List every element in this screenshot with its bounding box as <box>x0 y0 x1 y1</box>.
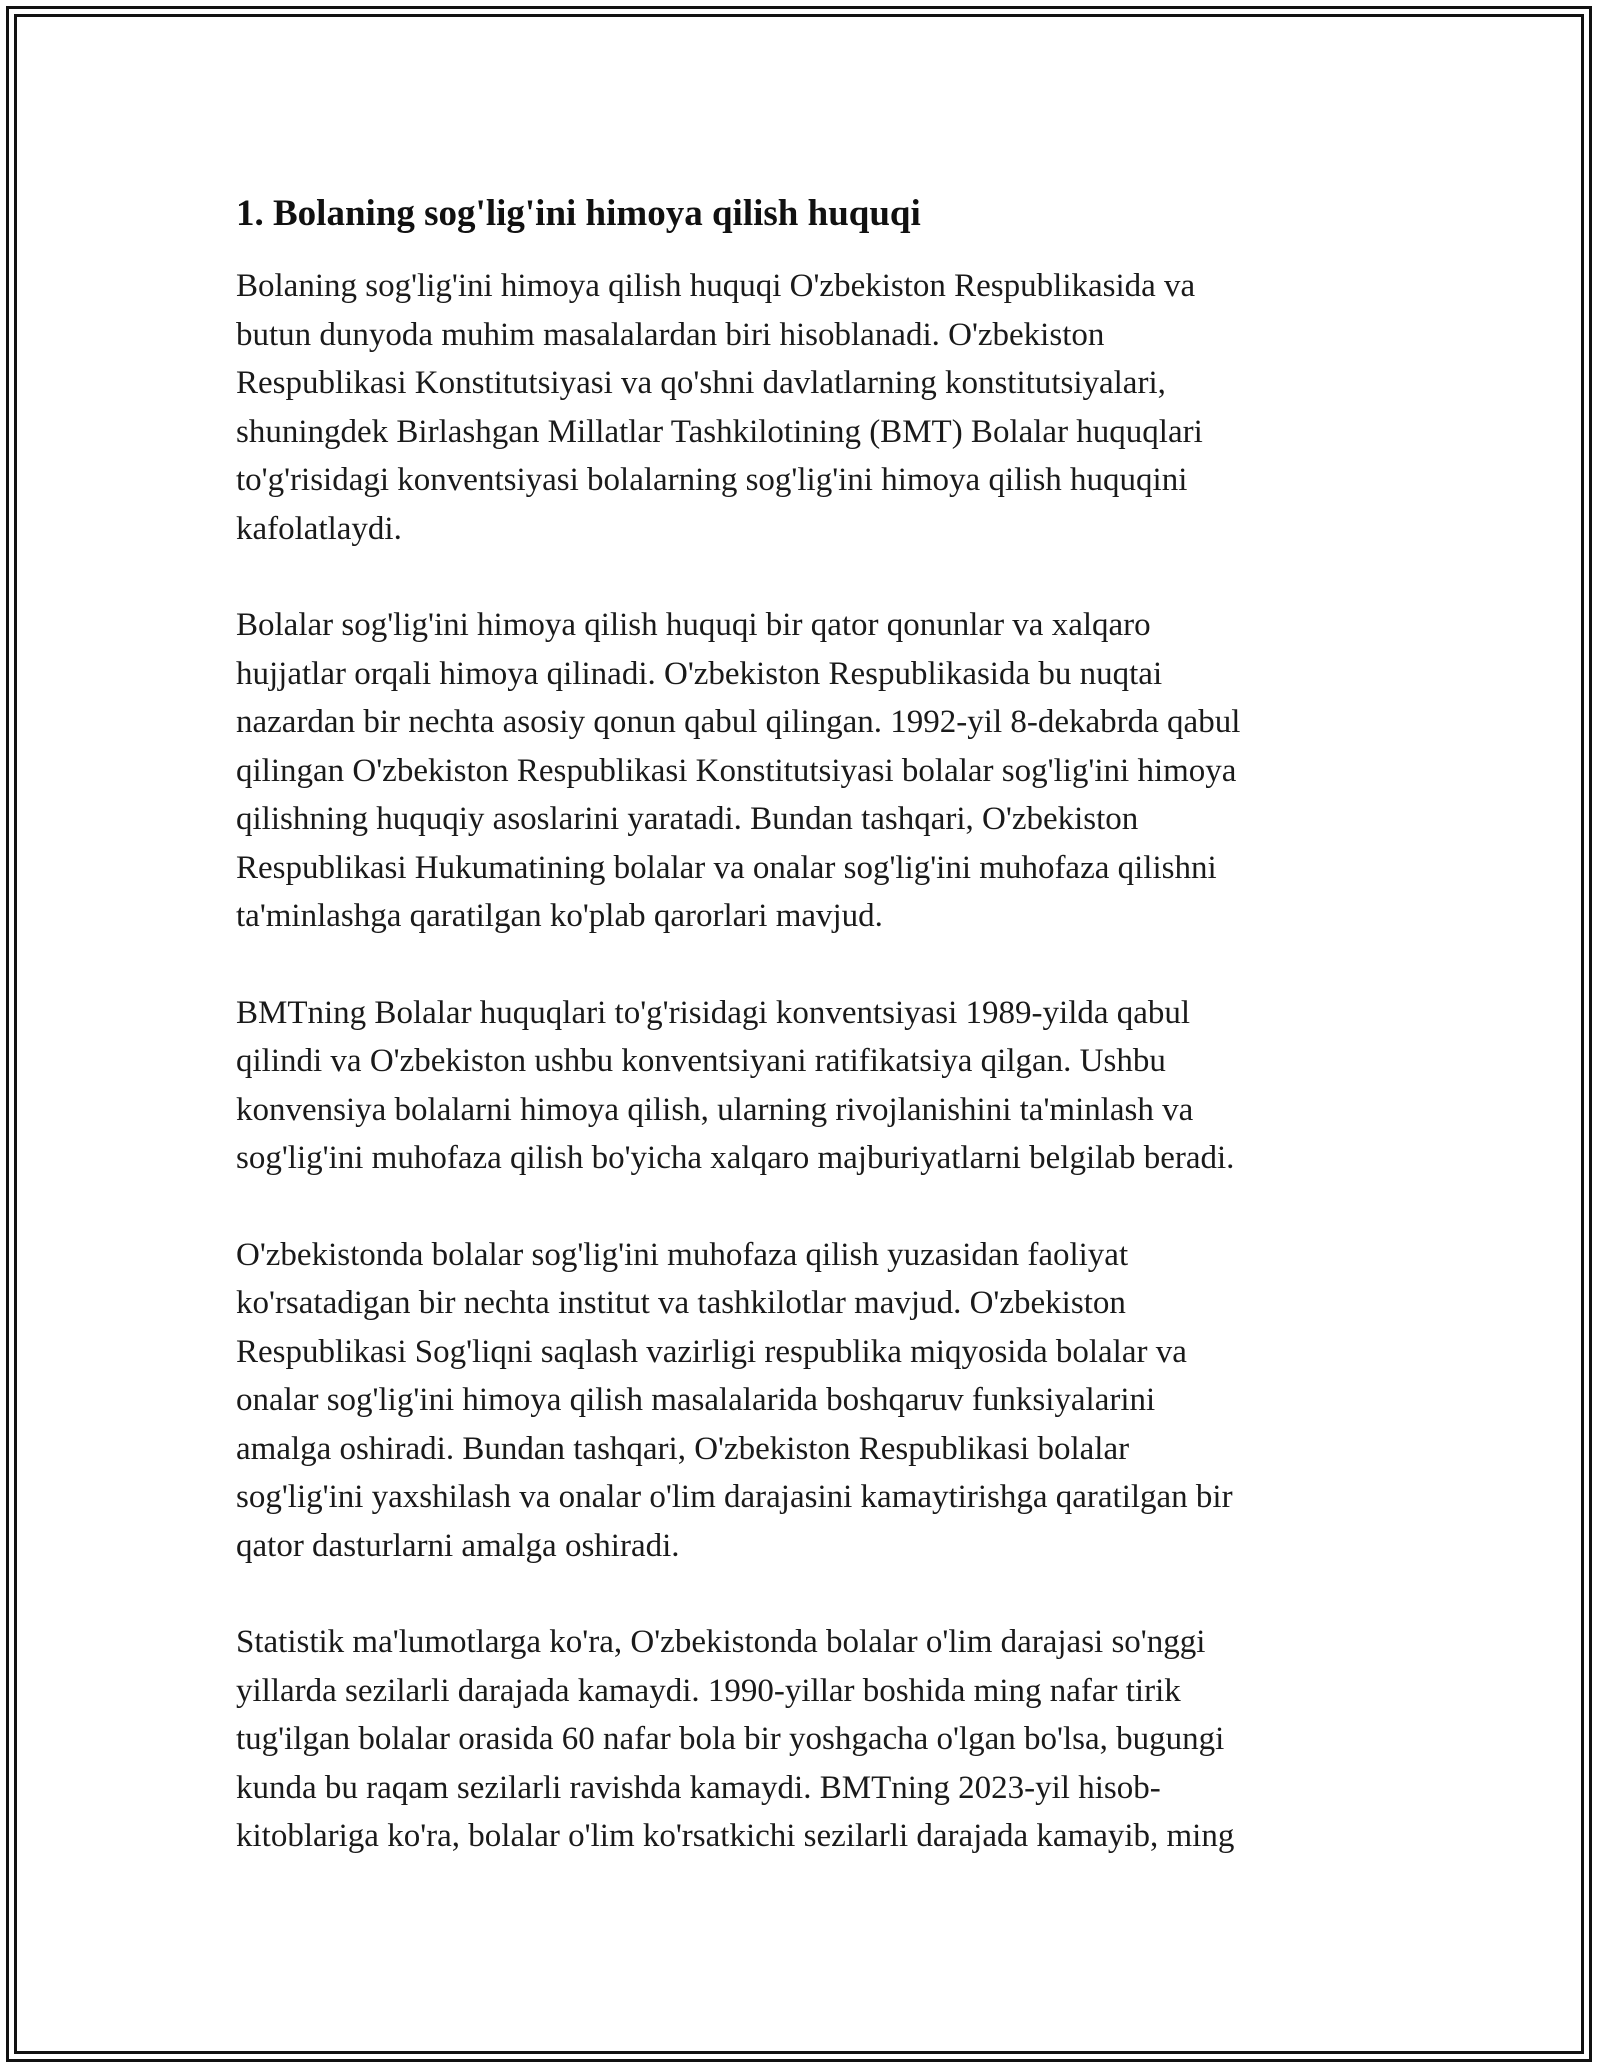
paragraph <box>236 1231 1356 1571</box>
paragraph-line: kitoblariga ko'ra, bolalar o'lim ko'rsatkichi sezilarli darajada kamayib, ming <box>236 1818 1235 1854</box>
paragraph <box>236 1618 1356 1861</box>
paragraph-line: onalar sog'lig'ini himoya qilish masalalarida boshqaruv funksiyalarini <box>236 1382 1156 1418</box>
paragraph-line: Bolalar sog'lig'ini himoya qilish huquqi bir qator qonunlar va xalqaro <box>236 607 1151 643</box>
paragraph-line: Respublikasi Hukumatining bolalar va onalar sog'lig'ini muhofaza qilishni <box>236 849 1217 886</box>
paragraph-line: qilindi va O'zbekiston ushbu konventsiyani ratifikatsiya qilgan. Ushbu <box>236 1043 1166 1079</box>
paragraph-line: Respublikasi Konstitutsiyasi va qo'shni davlatlarning konstitutsiyalari, <box>236 365 1166 401</box>
paragraph-line: to'g'risidagi konventsiyasi bolalarning sog'lig'ini himoya qilish huquqini <box>236 462 1188 498</box>
paragraph-line: sog'lig'ini yaxshilash va onalar o'lim darajasini kamaytirishga qaratilgan bir <box>236 1479 1233 1515</box>
paragraph-line: qator dasturlarni amalga oshiradi. <box>236 1527 680 1564</box>
paragraph-line: tug'ilgan bolalar orasida 60 nafar bola bir yoshgacha o'lgan bo'lsa, bugungi <box>236 1721 1225 1757</box>
paragraph-line: kunda bu raqam sezilarli ravishda kamaydi. BMTning 2023-yil hisob- <box>236 1769 1161 1806</box>
paragraph-line: kafolatlaydi. <box>236 510 402 547</box>
paragraph-line: konvensiya bolalarni himoya qilish, ularning rivojlanishini ta'minlash va <box>236 1091 1194 1128</box>
paragraph-line: amalga oshiradi. Bundan tashqari, O'zbekiston Respublikasi bolalar <box>236 1430 1130 1467</box>
section-heading: 1. Bolaning sog'lig'ini himoya qilish huquqi <box>236 193 921 234</box>
paragraph-line: butun dunyoda muhim masalalardan biri hisoblanadi. O'zbekiston <box>236 316 1105 353</box>
paragraph-line: BMTning Bolalar huquqlari to'g'risidagi konventsiyasi 1989-yilda qabul <box>236 994 1191 1031</box>
paragraph <box>236 262 1356 553</box>
paragraph-line: Respublikasi Sog'liqni saqlash vazirligi respublika miqyosida bolalar va <box>236 1333 1187 1370</box>
paragraph <box>236 601 1356 941</box>
paragraph-line: qilishning huquqiy asoslarini yaratadi. Bundan tashqari, O'zbekiston <box>236 801 1139 837</box>
paragraph-line: shuningdek Birlashgan Millatlar Tashkilotining (BMT) Bolalar huquqlari <box>236 413 1203 450</box>
paragraph-line: Statistik ma'lumotlarga ko'ra, O'zbekistonda bolalar o'lim darajasi so'nggi <box>236 1624 1206 1660</box>
paragraph-line: yillarda sezilarli darajada kamaydi. 1990-yillar boshida ming nafar tirik <box>236 1672 1181 1709</box>
paragraph-line: nazardan bir nechta asosiy qonun qabul qilingan. 1992-yil 8-dekabrda qabul <box>236 704 1241 740</box>
paragraph-line: ko'rsatadigan bir nechta institut va tashkilotlar mavjud. O'zbekiston <box>236 1285 1126 1321</box>
paragraph <box>236 989 1356 1183</box>
paragraph-line: qilingan O'zbekiston Respublikasi Konstitutsiyasi bolalar sog'lig'ini himoya <box>236 752 1237 789</box>
paragraph-line: Bolaning sog'lig'ini himoya qilish huquqi O'zbekiston Respublikasida va <box>236 268 1196 304</box>
paragraph-line: ta'minlashga qaratilgan ko'plab qarorlari mavjud. <box>236 898 883 934</box>
paragraph-line: O'zbekistonda bolalar sog'lig'ini muhofaza qilish yuzasidan faoliyat <box>236 1236 1129 1273</box>
paragraph-line: sog'lig'ini muhofaza qilish bo'yicha xalqaro majburiyatlarni belgilab beradi. <box>236 1140 1235 1176</box>
paragraph-list <box>236 262 1356 1861</box>
document-body <box>236 188 1356 1909</box>
paragraph-line: hujjatlar orqali himoya qilinadi. O'zbekiston Respublikasida bu nuqtai <box>236 655 1163 692</box>
